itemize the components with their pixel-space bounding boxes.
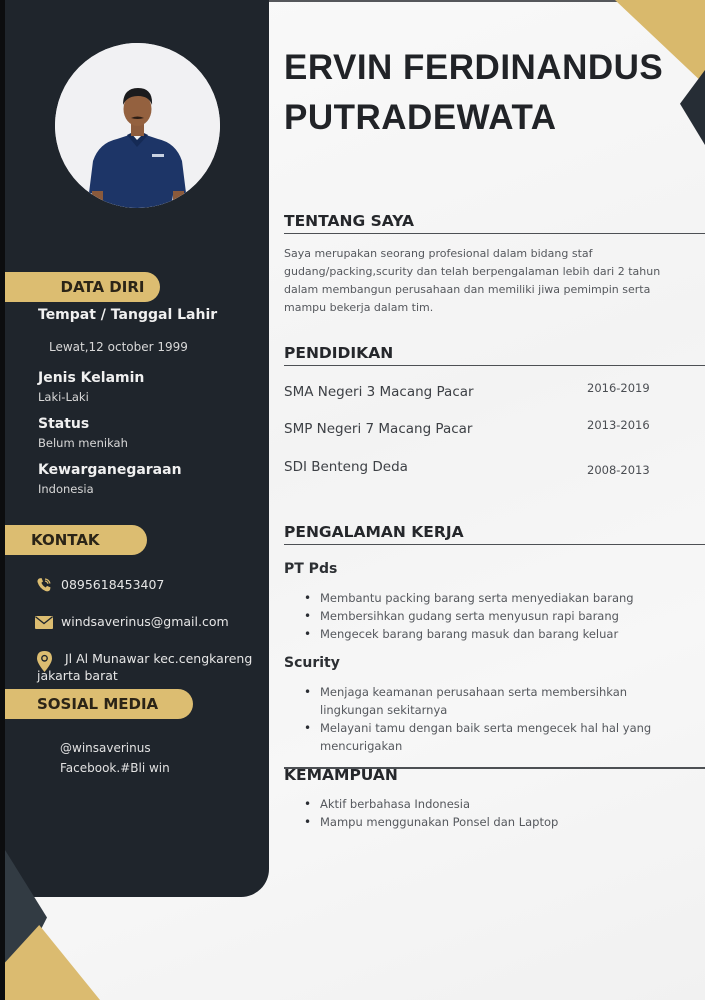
pendidikan-heading: PENDIDIKAN (284, 344, 705, 366)
about-text: Saya merupakan seorang profesional dalam bidang staf gudang/packing,scurity dan telah berpengalaman lebih dari 2 tahun dalam membangun perusahaan dan memiliki jiwa pemimpin serta mampu bekerja dalam tim. (284, 247, 661, 314)
birth-label: Tempat / Tanggal Lahir (38, 307, 218, 323)
status-value: Belum menikah (38, 436, 128, 450)
job-title: Scurity (284, 655, 340, 671)
name-line-2: PUTRADEWATA (284, 98, 557, 137)
kontak-header (5, 525, 147, 555)
tentang-saya-heading: TENTANG SAYA (284, 212, 705, 234)
contact-address (35, 650, 252, 684)
job-duty: • Membantu packing barang serta menyediakan barang (304, 589, 694, 607)
gender-value: Laki-Laki (38, 390, 89, 404)
social-media-list (60, 738, 170, 778)
profile-photo (55, 43, 220, 208)
address-line-1: Jl Al Munawar kec.cengkareng (65, 651, 253, 666)
school-years: 2008-2013 (587, 463, 650, 477)
phone-icon (35, 577, 53, 593)
phone-number[interactable]: 0895618453407 (61, 577, 165, 592)
data-diri-header (5, 272, 160, 302)
pengalaman-kerja-heading: PENGALAMAN KERJA (284, 523, 705, 545)
school-name: SDI Benteng Deda (284, 459, 408, 475)
school-years: 2013-2016 (587, 418, 650, 432)
job-duty: • Menjaga keamanan perusahaan serta membersihkan lingkungan sekitarnya (304, 683, 679, 719)
contact-email (35, 614, 229, 630)
left-edge-border (0, 0, 5, 1000)
skill-item: • Mampu menggunakan Ponsel dan Laptop (304, 813, 694, 831)
kontak-title: KONTAK (31, 531, 100, 549)
full-name (284, 43, 663, 143)
birth-value: Lewat,12 october 1999 (49, 340, 188, 354)
social-handle-facebook[interactable]: Facebook.#Bli win (60, 761, 170, 775)
mail-icon (35, 614, 53, 630)
address-text (37, 650, 253, 684)
contact-phone (35, 577, 164, 593)
job-duties-list (304, 589, 694, 643)
status-label: Status (38, 416, 90, 432)
citizenship-value: Indonesia (38, 482, 94, 496)
sosial-media-title: SOSIAL MEDIA (37, 695, 159, 713)
skills-list (304, 795, 694, 831)
job-duty: • Membersihkan gudang serta menyusun rapi barang (304, 607, 694, 625)
social-handle-instagram[interactable]: @winsaverinus (60, 741, 151, 755)
name-line-1: ERVIN FERDINANDUS (284, 48, 664, 87)
job-duties-list (304, 683, 679, 755)
job-duty: • Mengecek barang barang masuk dan barang keluar (304, 625, 694, 643)
sosial-media-header (5, 689, 193, 719)
sidebar (5, 0, 269, 897)
school-name: SMA Negeri 3 Macang Pacar (284, 384, 474, 400)
school-name: SMP Negeri 7 Macang Pacar (284, 421, 473, 437)
gender-label: Jenis Kelamin (38, 370, 145, 386)
address-line-2: jakarta barat (37, 668, 118, 683)
data-diri-title: DATA DIRI (60, 278, 145, 296)
job-title: PT Pds (284, 561, 338, 577)
citizenship-label: Kewarganegaraan (38, 462, 182, 478)
school-years: 2016-2019 (587, 381, 650, 395)
job-duty: • Melayani tamu dengan baik serta mengecek hal hal yang mencurigakan (304, 719, 679, 755)
person-photo-icon (55, 43, 220, 208)
email-address[interactable]: windsaverinus@gmail.com (61, 614, 229, 629)
kemampuan-heading: KEMAMPUAN (284, 766, 398, 784)
skill-item: • Aktif berbahasa Indonesia (304, 795, 694, 813)
